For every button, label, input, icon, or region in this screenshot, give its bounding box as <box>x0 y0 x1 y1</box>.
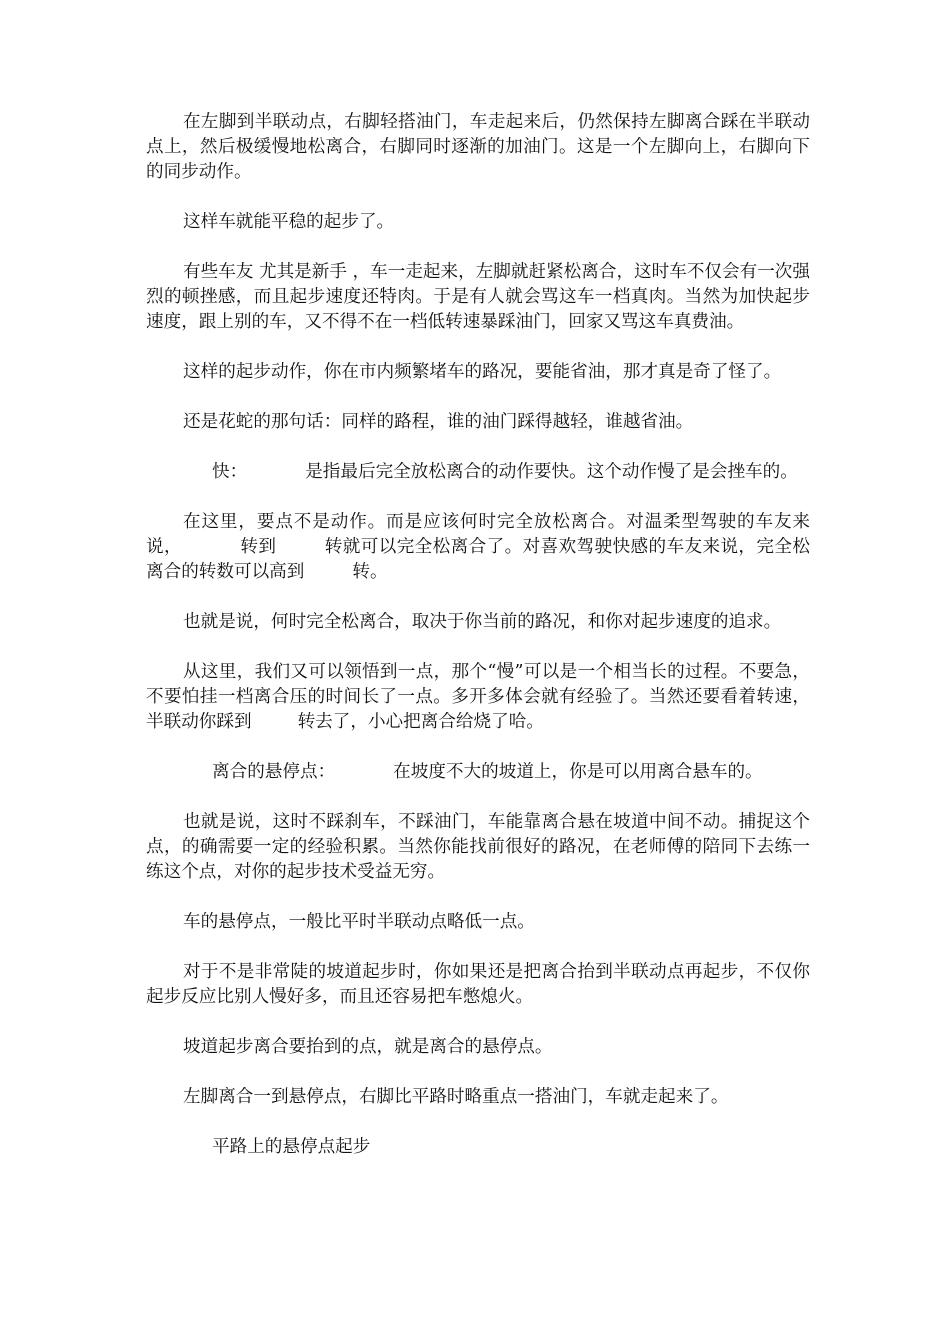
document-page <box>146 110 810 1185</box>
hold-body: 在坡度不大的坡道上，你是可以用离合悬车的。 <box>393 762 763 782</box>
paragraph-hold-lower: 车的悬停点，一般比平时半联动点略低一点。 <box>183 912 535 932</box>
rpm-text-4: 转。 <box>352 562 388 582</box>
hold-heading: 离合的悬停点： <box>212 762 336 782</box>
slow-text-1: 从这里，我们又可以领悟到一点，那个“慢”可以是一个相当长的过程。不要急，不要怕挂一档离合压的时间长了一点。多开多体会就有经验了。当然还要看着转速，半联动你踩到 <box>146 662 810 732</box>
fast-body: 是指最后完全放松离合的动作要快。这个动作慢了是会挫车的。 <box>305 462 798 482</box>
slow-text-2: 转去了，小心把离合给烧了哈。 <box>297 712 544 732</box>
paragraph-city-traffic: 这样的起步动作，你在市内频繁堵车的路况，要能省油，那才真是奇了怪了。 <box>183 362 782 382</box>
paragraph-hold-point <box>146 760 810 785</box>
paragraph-novice-drivers: 有些车友 尤其是新手 ，车一走起来，左脚就赶紧松离合，这时车不仅会有一次强烈的顿挫感，而且起步速度还特肉。于是有人就会骂这车一档真肉。当然为加快起步速度，跟上别的车，又不得不在一档低转速暴踩油门，回家又骂这车真费油。 <box>146 262 810 332</box>
paragraph-release-rpm <box>146 510 810 585</box>
paragraph-smooth-start: 这样车就能平稳的起步了。 <box>183 212 395 232</box>
paragraph-fast <box>146 460 810 485</box>
paragraph-slow-process <box>146 660 810 735</box>
paragraph-half-clutch: 在左脚到半联动点，右脚轻搭油门，车走起来后，仍然保持左脚离合踩在半联动点上，然后极缓慢地松离合，右脚同时逐渐的加油门。这是一个左脚向上，右脚向下的同步动作。 <box>146 112 810 182</box>
paragraph-hill-start: 对于不是非常陡的坡道起步时，你如果还是把离合抬到半联动点再起步，不仅你起步反应比别人慢好多，而且还容易把车憋熄火。 <box>146 962 810 1007</box>
paragraph-hill-clutch-point: 坡道起步离合要抬到的点，就是离合的悬停点。 <box>183 1037 553 1057</box>
paragraph-light-throttle: 还是花蛇的那句话：同样的路程，谁的油门踩得越轻，谁越省油。 <box>183 412 694 432</box>
rpm-text-2: 转到 <box>239 537 277 557</box>
paragraph-when-release: 也就是说，何时完全松离合，取决于你当前的路况，和你对起步速度的追求。 <box>183 612 782 632</box>
heading-flat-road: 平路上的悬停点起步 <box>212 1137 371 1157</box>
fast-heading: 快： <box>212 462 248 482</box>
paragraph-hill-throttle: 左脚离合一到悬停点，右脚比平路时略重点一搭油门，车就走起来了。 <box>183 1087 729 1107</box>
rpm-text-1: 在这里，要点不是动作。而是应该何时完全放松离合。对温柔型驾驶的车友来说， <box>146 512 810 557</box>
paragraph-hill-hold: 也就是说，这时不踩刹车，不踩油门，车能靠离合悬在坡道中间不动。捕捉这个点，的确需要一定的经验积累。当然你能找前很好的路况，在老师傅的陪同下去练一练这个点，对你的起步技术受益无穷。 <box>146 812 810 882</box>
rpm-text-3: 转就可以完全松离合了。对喜欢驾驶快感的车友来说，完全松离合的转数可以高到 <box>146 537 810 582</box>
